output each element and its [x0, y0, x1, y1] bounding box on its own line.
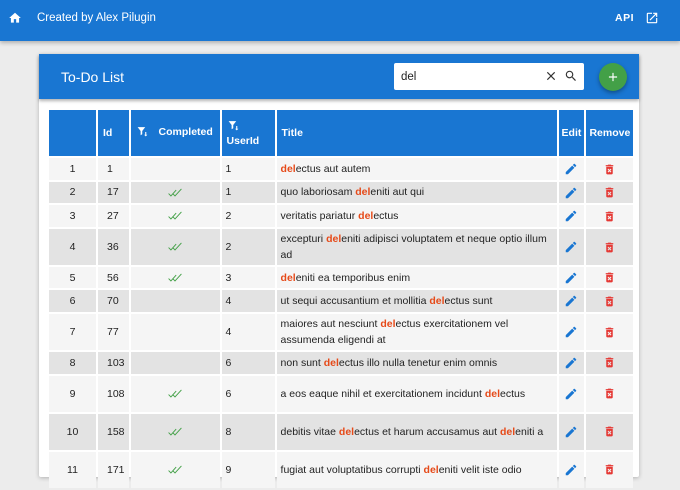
pencil-icon	[564, 425, 578, 439]
edit-button[interactable]	[559, 205, 585, 227]
cell-userid: 2	[222, 205, 275, 227]
cell-completed	[131, 376, 220, 412]
table-row	[49, 452, 633, 488]
title-match-highlight: del	[355, 186, 371, 199]
title-text: ectus	[500, 387, 526, 400]
table-row	[49, 267, 633, 289]
cell-completed	[131, 182, 220, 204]
header-edit: Edit	[559, 110, 585, 156]
remove-button[interactable]	[586, 229, 633, 265]
title-match-highlight: del	[358, 209, 374, 222]
cell-title	[277, 290, 557, 312]
cell-title	[277, 182, 557, 204]
delete-forever-icon	[603, 271, 616, 284]
cell-id: 103	[98, 352, 129, 374]
title-text: eniti ea temporibus enim	[295, 271, 411, 284]
remove-button[interactable]	[586, 376, 633, 412]
remove-button[interactable]	[586, 182, 633, 204]
cell-title	[277, 229, 557, 265]
delete-forever-icon	[603, 387, 616, 400]
delete-forever-icon	[603, 326, 616, 339]
cell-userid: 4	[222, 290, 275, 312]
edit-button[interactable]	[559, 376, 585, 412]
pencil-icon	[564, 209, 578, 223]
table-row	[49, 205, 633, 227]
edit-button[interactable]	[559, 267, 585, 289]
filter-sort-icon[interactable]	[136, 125, 149, 138]
cell-completed	[131, 290, 220, 312]
pencil-icon	[564, 271, 578, 285]
title-text: ectus exercitationem vel assumenda eligendi at	[280, 317, 509, 346]
plus-icon	[606, 70, 620, 84]
cell-id: 1	[98, 158, 129, 180]
title-text: eniti velit iste odio	[438, 463, 522, 476]
cell-title	[277, 414, 557, 450]
delete-forever-icon	[603, 186, 616, 199]
edit-button[interactable]	[559, 314, 585, 350]
edit-button[interactable]	[559, 290, 585, 312]
title-text: debitis vitae	[280, 425, 339, 438]
title-match-highlight: del	[380, 317, 396, 330]
row-number: 1	[49, 158, 96, 180]
title-match-highlight: del	[484, 387, 500, 400]
delete-forever-icon	[603, 163, 616, 176]
cell-id: 171	[98, 452, 129, 488]
cell-id: 108	[98, 376, 129, 412]
header-userid-label: UserId	[226, 135, 260, 147]
title-text: ectus sunt	[444, 295, 493, 308]
row-number: 11	[49, 452, 96, 488]
open-in-new-icon	[645, 11, 659, 25]
table-row	[49, 290, 633, 312]
pencil-icon	[564, 186, 578, 200]
delete-forever-icon	[603, 295, 616, 308]
table-body	[49, 158, 633, 488]
title-text: ut sequi accusantium et mollitia	[280, 295, 430, 308]
cell-id: 36	[98, 229, 129, 265]
row-number: 6	[49, 290, 96, 312]
cell-title	[277, 376, 557, 412]
header-completed[interactable]	[131, 110, 220, 156]
pencil-icon	[564, 387, 578, 401]
cell-title	[277, 267, 557, 289]
double-check-icon	[167, 240, 183, 254]
row-number: 9	[49, 376, 96, 412]
row-number: 10	[49, 414, 96, 450]
cell-completed	[131, 158, 220, 180]
todo-table	[47, 108, 635, 490]
table-row	[49, 182, 633, 204]
app-bar	[0, 0, 680, 41]
table-row	[49, 352, 633, 374]
title-text: excepturi	[280, 232, 327, 245]
cell-id: 158	[98, 414, 129, 450]
remove-button[interactable]	[586, 352, 633, 374]
header-id[interactable]: Id	[98, 110, 129, 156]
cell-title	[277, 158, 557, 180]
add-todo-button[interactable]	[599, 63, 627, 91]
row-number: 7	[49, 314, 96, 350]
row-number: 5	[49, 267, 96, 289]
cell-completed	[131, 229, 220, 265]
delete-forever-icon	[603, 356, 616, 369]
search-icon[interactable]	[564, 69, 578, 83]
title-match-highlight: del	[499, 425, 516, 438]
remove-button[interactable]	[586, 267, 633, 289]
header-title[interactable]: Title	[277, 110, 557, 156]
title-match-highlight: del	[323, 356, 339, 369]
table-row	[49, 229, 633, 265]
title-text: fugiat aut voluptatibus corrupti	[280, 463, 424, 476]
cell-id: 77	[98, 314, 129, 350]
title-text: ectus aut autem	[295, 162, 371, 175]
cell-completed	[131, 205, 220, 227]
double-check-icon	[167, 271, 183, 285]
pencil-icon	[564, 356, 578, 370]
row-number: 4	[49, 229, 96, 265]
remove-button[interactable]	[586, 158, 633, 180]
search-box	[394, 63, 584, 90]
card-header	[39, 54, 639, 99]
title-match-highlight: del	[429, 295, 445, 308]
title-match-highlight: del	[280, 162, 296, 175]
double-check-icon	[167, 463, 183, 477]
remove-button[interactable]	[586, 314, 633, 350]
remove-button[interactable]	[586, 290, 633, 312]
title-text: eniti a	[515, 425, 544, 438]
home-icon[interactable]	[8, 11, 22, 25]
cell-id: 56	[98, 267, 129, 289]
cell-userid: 4	[222, 314, 275, 350]
row-number: 2	[49, 182, 96, 204]
edit-button[interactable]	[559, 182, 585, 204]
title-text: veritatis pariatur	[280, 209, 359, 222]
double-check-icon	[167, 209, 183, 223]
title-match-highlight: del	[280, 271, 296, 284]
cell-id: 17	[98, 182, 129, 204]
header-completed-label: Completed	[158, 125, 213, 138]
cell-userid: 6	[222, 352, 275, 374]
title-text: ectus et harum accusamus aut	[354, 425, 500, 438]
api-link[interactable]	[615, 11, 659, 25]
cell-completed	[131, 267, 220, 289]
row-number: 3	[49, 205, 96, 227]
title-text: ectus	[373, 209, 399, 222]
title-text: eniti aut qui	[370, 186, 425, 199]
cell-completed	[131, 452, 220, 488]
delete-forever-icon	[603, 463, 616, 476]
double-check-icon	[167, 425, 183, 439]
pencil-icon	[564, 325, 578, 339]
title-match-highlight: del	[338, 425, 355, 438]
title-text: quo laboriosam	[280, 186, 356, 199]
delete-forever-icon	[603, 241, 616, 254]
remove-button[interactable]	[586, 414, 633, 450]
edit-button[interactable]	[559, 452, 585, 488]
title-text: eniti adipisci voluptatem et neque optio illum ad	[280, 232, 547, 261]
remove-button[interactable]	[586, 452, 633, 488]
clear-icon[interactable]	[544, 69, 558, 83]
cell-userid: 1	[222, 158, 275, 180]
header-remove: Remove	[586, 110, 633, 156]
table-row	[49, 314, 633, 350]
title-match-highlight: del	[423, 463, 439, 476]
remove-button[interactable]	[586, 205, 633, 227]
title-text: ectus illo nulla tenetur enim omnis	[338, 356, 498, 369]
table-header-row	[49, 110, 633, 156]
table-row	[49, 414, 633, 450]
todo-card	[39, 54, 639, 477]
edit-button[interactable]	[559, 229, 585, 265]
pencil-icon	[564, 463, 578, 477]
header-index	[49, 110, 96, 156]
cell-completed	[131, 314, 220, 350]
card-title: To-Do List	[61, 69, 125, 85]
cell-userid: 8	[222, 414, 275, 450]
cell-title	[277, 314, 557, 350]
title-text: a eos eaque nihil et exercitationem incidunt	[280, 387, 485, 400]
cell-id: 27	[98, 205, 129, 227]
delete-forever-icon	[603, 425, 616, 438]
cell-title	[277, 452, 557, 488]
filter-sort-icon[interactable]	[227, 119, 240, 132]
table-row	[49, 376, 633, 412]
cell-title	[277, 352, 557, 374]
title-text: non sunt	[280, 356, 324, 369]
cell-title	[277, 205, 557, 227]
cell-userid: 1	[222, 182, 275, 204]
api-label: API	[614, 12, 634, 24]
row-number: 8	[49, 352, 96, 374]
title-match-highlight: del	[326, 232, 342, 245]
pencil-icon	[564, 162, 578, 176]
title-text: maiores aut nesciunt	[280, 317, 381, 330]
pencil-icon	[564, 240, 578, 254]
cell-userid: 3	[222, 267, 275, 289]
cell-completed	[131, 414, 220, 450]
author-credit: Created by Alex Pilugin	[37, 12, 156, 24]
cell-userid: 6	[222, 376, 275, 412]
edit-button[interactable]	[559, 352, 585, 374]
delete-forever-icon	[603, 210, 616, 223]
pencil-icon	[564, 294, 578, 308]
table-row	[49, 158, 633, 180]
cell-userid: 2	[222, 229, 275, 265]
edit-button[interactable]	[559, 158, 585, 180]
search-input[interactable]	[401, 68, 531, 85]
double-check-icon	[167, 186, 183, 200]
cell-id: 70	[98, 290, 129, 312]
edit-button[interactable]	[559, 414, 585, 450]
cell-completed	[131, 352, 220, 374]
double-check-icon	[167, 387, 183, 401]
header-userid[interactable]	[222, 110, 275, 156]
cell-userid: 9	[222, 452, 275, 488]
